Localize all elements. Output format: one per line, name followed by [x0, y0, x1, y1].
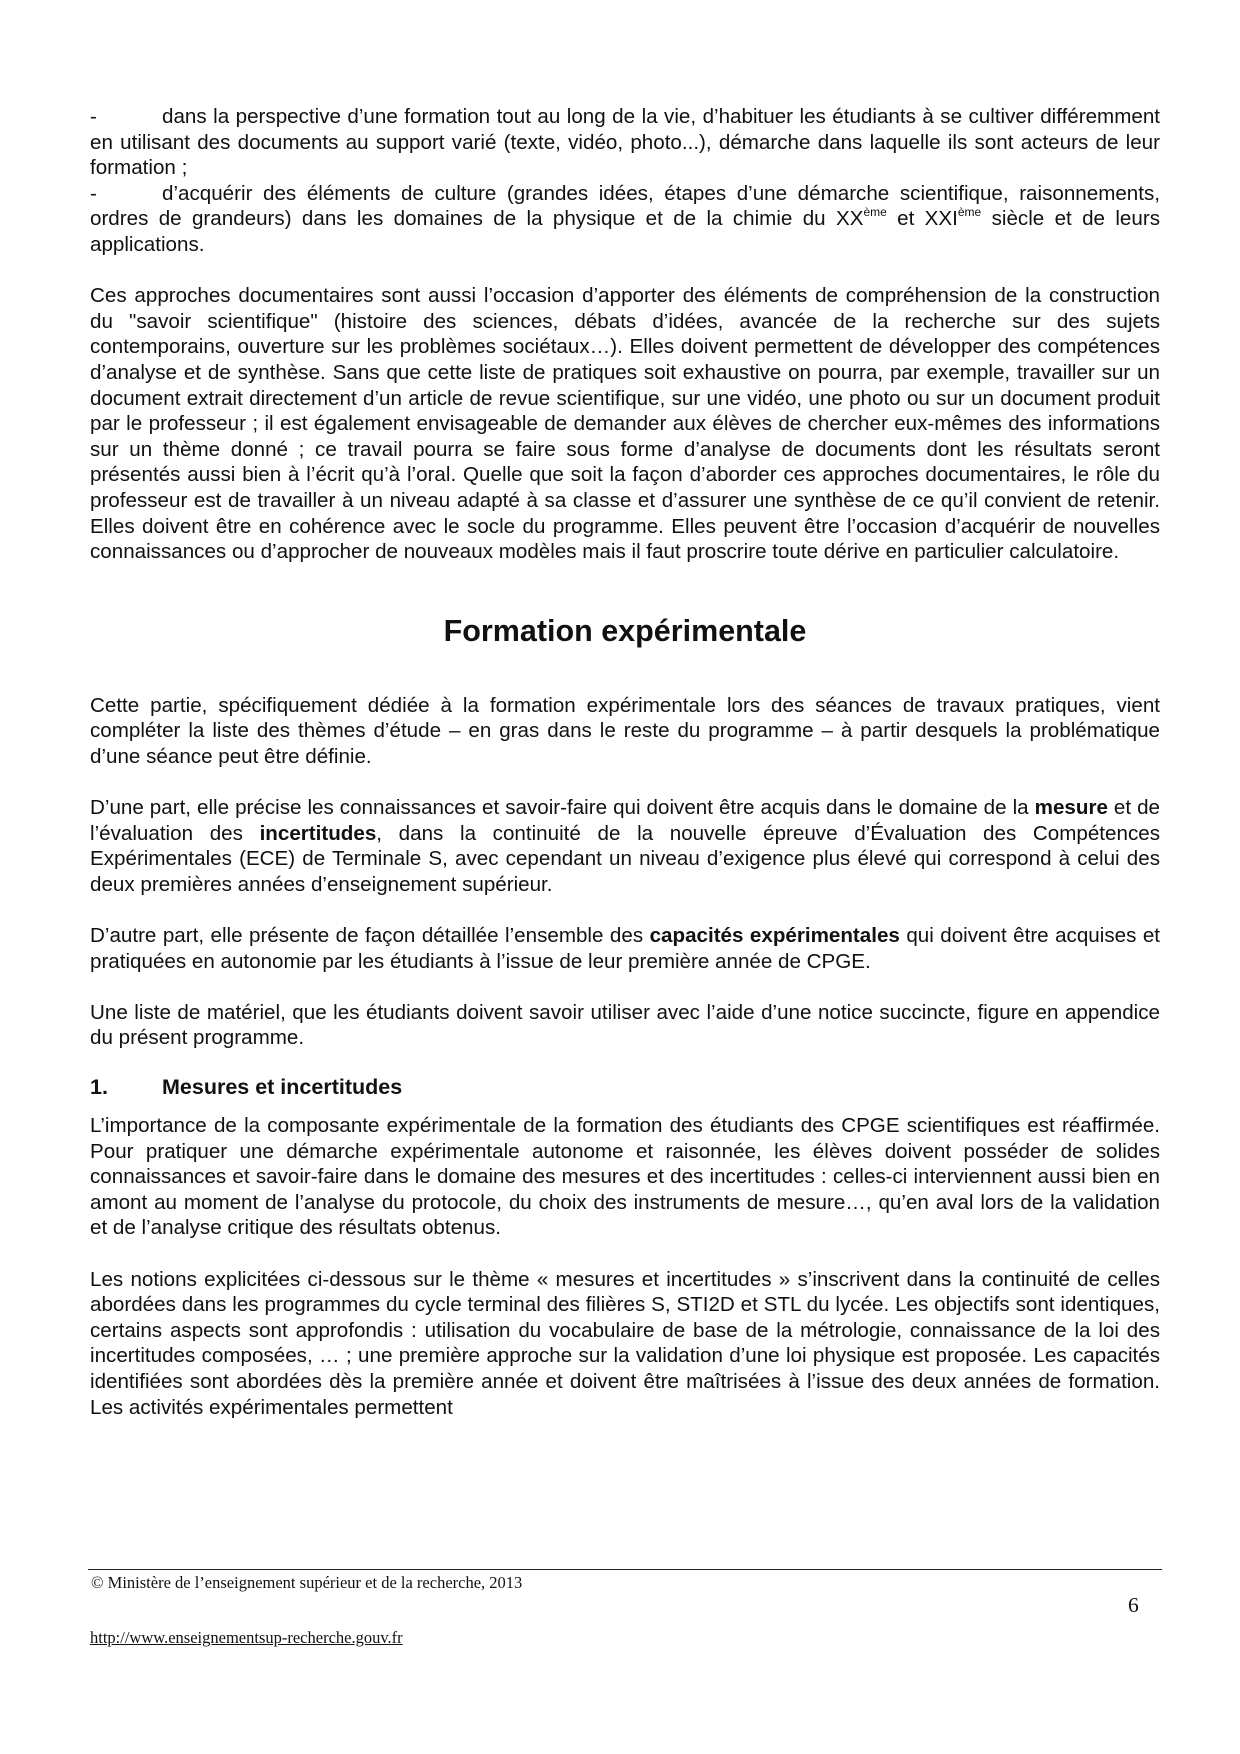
mesures-paragraph-2: Les notions explicitées ci-dessous sur le thème « mesures et incertitudes » s’inscrivent dans la continuité de celles abordées dans les programmes du cycle terminal des filières S, STI2D et STL du lycée. Les objectifs sont identiques, certains aspects sont approfondis : utilisation du vocabulaire de base de la métrologie, connaissance de la loi des incertitudes composées, … ; une première approche sur la validation d’une loi physique est proposée. Les capacités identifiées sont abordées dès la première année et doivent être maîtrisées à l’issue des deux années de formation. Les activités expérimentales permettent — [90, 1267, 1160, 1419]
bold-term-capacites: capacités expérimentales — [649, 924, 900, 948]
mesures-paragraph-1: L’importance de la composante expérimentale de la formation des étudiants des CPGE scientifiques est réaffirmée. Pour pratiquer une démarche expérimentale autonome et raisonnée, les élèves doivent posséder de solides connaissances et savoir-faire dans le domaine des mesures et des incertitudes : celles-ci interviennent aussi bien en amont au moment de l’analyse du protocole, du choix des instruments de mesure…, qu’en aval lors de la validation et de l’analyse critique des résultats obtenus. — [90, 1114, 1160, 1240]
bold-term-incertitudes: incertitudes — [259, 821, 377, 845]
bullet-dash: - — [90, 181, 97, 205]
formation-paragraph-3 — [90, 923, 1160, 974]
approaches-paragraph: Ces approches documentaires sont aussi l’occasion d’apporter des éléments de compréhension de la construction du "savoir scientifique" (histoire des sciences, débats d’idées, avancée de la recherche sur des sujets contemporains, ouverture sur les problèmes sociétaux…). Elles doivent permettent de développer des compétences d’analyse et de synthèse. Sans que cette liste de pratiques soit exhaustive on pourra, par exemple, travailler sur un document extrait directement d’un article de revue scientifique, sur une vidéo, une photo ou sur un document produit par le professeur ; il est également envisageable de demander aux élèves de chercher eux-mêmes des informations sur un thème donné ; ce travail pourra se faire sous forme d’analyse de documents dont les résultats seront présentés aussi bien à l’écrit qu’à l’oral. Quelle que soit la façon d’aborder ces approches documentaires, le rôle du professeur est de travailler à un niveau adapté à sa classe et d’assurer une synthèse de ce qu’il convient de retenir. Elles doivent être en cohérence avec le socle du programme. Elles peuvent être l’occasion d’acquérir de nouvelles connaissances ou d’approcher de nouveaux modèles mais il faut proscrire toute dérive en particulier calculatoire. — [90, 284, 1160, 564]
text-run: et de l’évaluation des — [90, 796, 1160, 845]
formation-paragraph-4: Une liste de matériel, que les étudiants doivent savoir utiliser avec l’aide d’une notice succincte, figure en appendice du présent programme. — [90, 1000, 1160, 1050]
bullet-2-text-a: d’acquérir des éléments de culture (grandes idées, étapes d’une démarche scientifique, raisonnements, ordres de grandeurs) dans les domaines de la physique et de la chimie du XX — [90, 181, 1160, 231]
text-run: D’autre part, elle présente de façon détaillée l’ensemble des — [90, 924, 650, 948]
formation-paragraph-1: Cette partie, spécifiquement dédiée à la formation expérimentale lors des séances de travaux pratiques, vient compléter la liste des thèmes d’étude – en gras dans le reste du programme – à partir desquels la problématique d’une séance peut être définie. — [90, 693, 1160, 768]
superscript-eme-1: ème — [863, 205, 887, 220]
footer-divider — [88, 1569, 1162, 1570]
footer-copyright: © Ministère de l’enseignement supérieur et de la recherche, 2013 — [91, 1573, 523, 1592]
footer-url-link[interactable]: http://www.enseignementsup-recherche.gouv.fr — [90, 1628, 403, 1647]
text-run: , dans la continuité de la nouvelle épreuve d’Évaluation des Compétences Expérimentales (ECE) de Terminale S, avec cependant un niveau d’exigence plus élevé qui correspond à celui des deux premières années d’enseignement supérieur. — [90, 821, 1160, 896]
page-number: 6 — [1128, 1593, 1139, 1617]
bullet-2-text-c: siècle et de leurs applications. — [90, 207, 1160, 256]
bullet-dash: - — [90, 105, 97, 128]
bullet-1-text: dans la perspective d’une formation tout au long de la vie, d’habituer les étudiants à se cultiver différemment en utilisant des documents au support varié (texte, vidéo, photo...), démarche dans laquelle ils sont acteurs de leur formation ; — [90, 105, 1160, 180]
text-run: D’une part, elle précise les connaissances et savoir-faire qui doivent être acquis dans le domaine de la — [90, 796, 1035, 820]
superscript-eme-2: ème — [957, 205, 982, 220]
bullet-2-text-b: et XXI — [886, 207, 958, 231]
bullet-item-2 — [90, 181, 1160, 258]
section-title: Formation expérimentale — [443, 613, 807, 648]
document-body — [90, 104, 1160, 1420]
subsection-heading — [90, 1073, 1160, 1101]
formation-paragraph-2 — [90, 795, 1160, 897]
bullet-item-1 — [90, 104, 1160, 181]
text-run: qui doivent être acquises et pratiquées en autonomie par les étudiants à l’issue de leur première année de CPGE. — [90, 924, 1160, 973]
bold-term-mesure: mesure — [1034, 796, 1108, 820]
subsection-number: 1. — [90, 1075, 108, 1099]
subsection-title: Mesures et incertitudes — [162, 1075, 403, 1099]
